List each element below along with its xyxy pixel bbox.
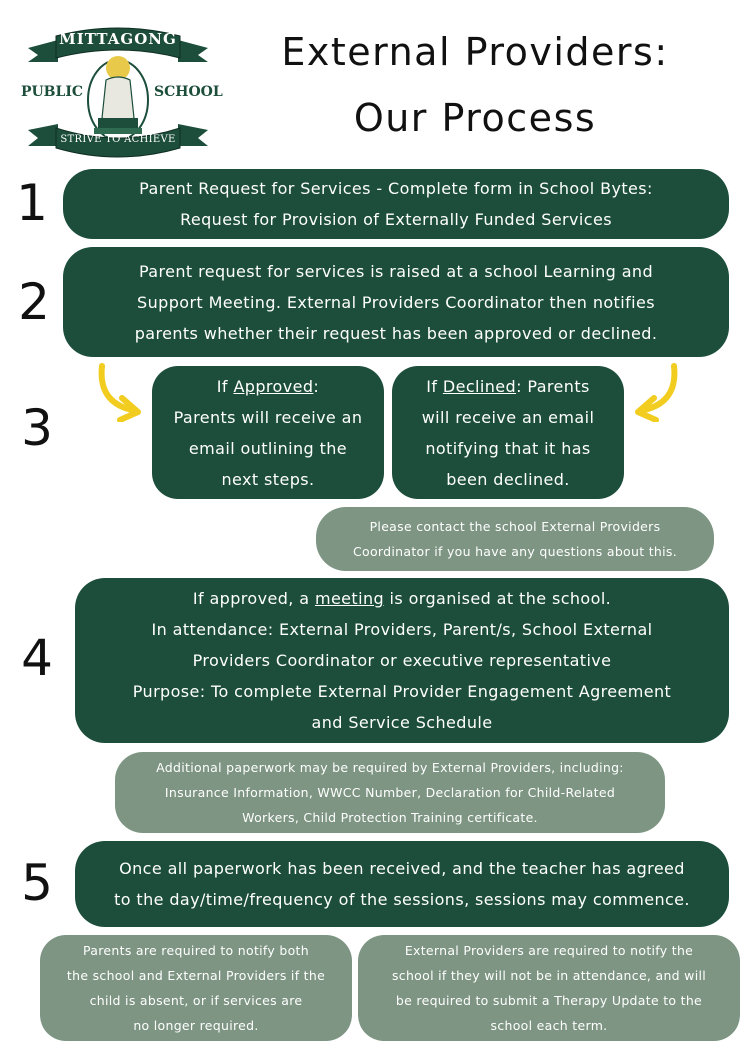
logo-banner-top: MITTAGONG <box>59 30 177 48</box>
approved-heading: If Approved: <box>216 376 320 396</box>
logo-motto: STRIVE TO ACHIEVE <box>60 134 176 145</box>
step-5-box <box>75 841 729 927</box>
curved-arrow-right-icon <box>628 362 684 422</box>
step-2-line: parents whether their request has been approved or declined. <box>134 323 658 343</box>
step-4-line: and Service Schedule <box>311 713 493 732</box>
declined-heading: If Declined: Parents <box>426 376 590 396</box>
note-line: Please contact the school External Providers <box>369 519 661 534</box>
declined-line: been declined. <box>446 469 570 489</box>
note-line: school each term. <box>490 1018 608 1033</box>
step-number-2: 2 <box>18 273 50 331</box>
step-4-first-line: If approved, a meeting is organised at the school. <box>192 589 612 608</box>
step-5-note-right <box>358 935 740 1041</box>
note-line: Additional paperwork may be required by External Providers, including: <box>156 760 624 775</box>
note-line: be required to submit a Therapy Update to the <box>395 993 703 1008</box>
declined-line: notifying that it has <box>425 438 591 458</box>
step-number-4: 4 <box>21 629 53 687</box>
note-line: External Providers are required to notify the <box>404 943 694 958</box>
declined-line: will receive an email <box>421 407 595 427</box>
step-1-line: Parent Request for Services - Complete form in School Bytes: <box>139 179 653 198</box>
declined-keyword: Declined <box>442 376 517 396</box>
note-line: Workers, Child Protection Training certificate. <box>242 810 538 825</box>
curved-arrow-left-icon <box>92 362 148 422</box>
note-line: no longer required. <box>133 1018 259 1033</box>
step-3-approved-box <box>152 366 384 499</box>
step-2-line: Parent request for services is raised at a school Learning and <box>138 261 654 281</box>
step-3-declined-box <box>392 366 624 499</box>
step-4-line: Purpose: To complete External Provider Engagement Agreement <box>132 682 672 701</box>
step-number-1: 1 <box>16 174 48 232</box>
step-number-3: 3 <box>21 399 53 457</box>
step-3-note <box>316 507 714 571</box>
title-line-1: External Providers: <box>281 30 669 74</box>
approved-line: Parents will receive an <box>173 407 363 427</box>
step-4-line: In attendance: External Providers, Parent/s, School External <box>151 620 653 639</box>
approved-line: next steps. <box>221 469 315 489</box>
logo-right-word: SCHOOL <box>154 84 223 100</box>
step-5-line: Once all paperwork has been received, and the teacher has agreed <box>119 859 685 878</box>
step-4-line: Providers Coordinator or executive representative <box>192 651 612 670</box>
note-line: child is absent, or if services are <box>89 993 303 1008</box>
step-4-box <box>75 578 729 743</box>
school-logo <box>18 18 223 158</box>
page-title <box>240 30 710 140</box>
logo-left-word: PUBLIC <box>20 84 84 100</box>
step-4-note <box>115 752 665 833</box>
approved-keyword: Approved <box>233 376 314 396</box>
approved-line: email outlining the <box>188 438 348 458</box>
note-line: school if they will not be in attendance, and will <box>391 968 707 983</box>
step-5-line: to the day/time/frequency of the sessions, sessions may commence. <box>114 890 690 909</box>
note-line: Coordinator if you have any questions about this. <box>353 544 677 559</box>
step-2-box <box>63 247 729 357</box>
title-line-2: Our Process <box>353 96 597 140</box>
note-line: the school and External Providers if the <box>66 968 326 983</box>
note-line: Parents are required to notify both <box>83 943 309 958</box>
step-2-line: Support Meeting. External Providers Coordinator then notifies <box>137 292 655 312</box>
meeting-keyword: meeting <box>314 589 385 608</box>
step-1-line: Request for Provision of Externally Funded Services <box>180 210 612 229</box>
step-number-5: 5 <box>21 854 53 912</box>
note-line: Insurance Information, WWCC Number, Declaration for Child-Related <box>164 785 616 800</box>
step-1-box <box>63 169 729 239</box>
step-5-note-left <box>40 935 352 1041</box>
